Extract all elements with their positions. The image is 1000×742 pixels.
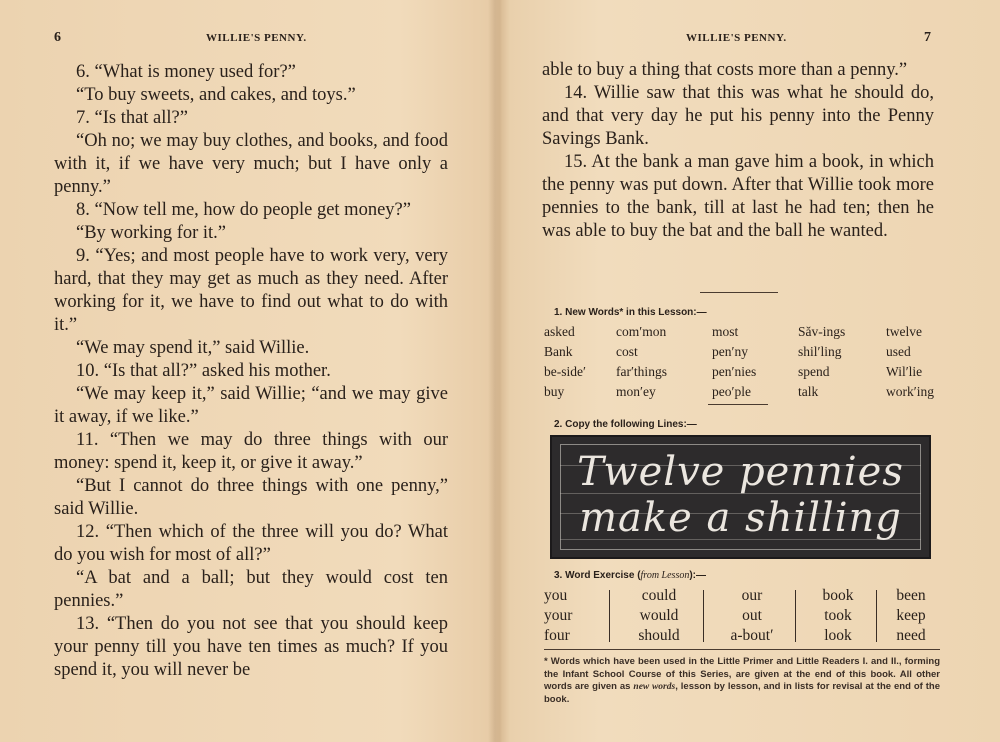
exercise-word: your xyxy=(544,607,573,624)
footnote xyxy=(544,656,940,706)
new-word: far′things xyxy=(616,364,667,379)
exercise-word: been xyxy=(896,587,926,604)
paragraph: “A bat and a ball; but they would cost ten pennies.” xyxy=(54,568,448,611)
new-word: pen′nies xyxy=(712,364,757,379)
exercise-column xyxy=(706,586,798,646)
heading-italic: from Lesson xyxy=(640,570,690,581)
heading-text: 3. Word Exercise ( xyxy=(554,570,641,581)
word-exercise-heading xyxy=(554,570,706,581)
exercise-word: took xyxy=(824,607,852,624)
new-word: be-side′ xyxy=(544,364,586,379)
section-divider xyxy=(708,404,768,405)
paragraph: “We may keep it,” said Willie; “and we may give it away, if we like.” xyxy=(54,384,448,427)
exercise-word: look xyxy=(824,627,852,644)
exercise-column xyxy=(612,586,706,646)
exercise-word: would xyxy=(639,607,679,624)
paragraph: 15. At the bank a man gave him a book, in which the penny was put down. After that Willie took more pennies to the bank, till at last he had ten; then he was able to buy the bat and the ball he wanted. xyxy=(542,152,934,241)
new-word: used xyxy=(886,344,911,359)
paragraph: 6. “What is money used for?” xyxy=(76,62,296,82)
new-word: talk xyxy=(798,384,819,399)
exercise-word: need xyxy=(896,627,926,644)
new-word: cost xyxy=(616,344,638,359)
paragraph: “We may spend it,” said Willie. xyxy=(76,338,310,358)
footnote-text: * Words which have been used in the Little Primer and Little Readers I. and II., forming the Infant School Course of this Series, are given at the end of this book. All other words are given as xyxy=(544,656,940,692)
exercise-word: keep xyxy=(896,607,926,624)
column-divider xyxy=(876,590,877,642)
body-text xyxy=(54,61,448,682)
exercise-column xyxy=(878,586,944,646)
paragraph: 7. “Is that all?” xyxy=(76,108,188,128)
page-number: 6 xyxy=(54,30,61,45)
exercise-word: should xyxy=(638,627,680,644)
paragraph: 14. Willie saw that this was what he should do, and that very day he put his penny into the Penny Savings Bank. xyxy=(542,83,934,149)
body-text xyxy=(542,59,934,243)
exercise-word: could xyxy=(641,587,677,604)
page-number: 7 xyxy=(924,30,931,45)
footnote-italic: new words xyxy=(633,682,676,692)
new-word: work′ing xyxy=(886,384,934,399)
exercise-word: our xyxy=(741,587,763,604)
column-divider xyxy=(795,590,796,642)
new-words-grid xyxy=(544,322,944,401)
running-head: WILLIE'S PENNY. xyxy=(206,32,307,44)
paragraph: 10. “Is that all?” asked his mother. xyxy=(76,361,331,381)
exercise-column xyxy=(798,586,878,646)
new-word: mon′ey xyxy=(616,384,656,399)
paragraph: 8. “Now tell me, how do people get money?” xyxy=(76,200,411,220)
column-divider xyxy=(703,590,704,642)
paragraph: “But I cannot do three things with one penny,” said Willie. xyxy=(54,476,448,519)
exercise-word: a-bout′ xyxy=(730,627,774,644)
paragraph: “To buy sweets, and cakes, and toys.” xyxy=(76,85,356,105)
paragraph: 13. “Then do you not see that you should keep your penny till you have ten times as much? If you spend it, you will never be xyxy=(54,614,448,680)
paragraph: “By working for it.” xyxy=(76,223,227,243)
new-word: buy xyxy=(544,384,565,399)
exercise-column xyxy=(544,586,612,646)
new-word: spend xyxy=(798,364,830,379)
new-word: com′mon xyxy=(616,324,667,339)
word-exercise-table xyxy=(544,586,944,646)
paragraph: “Oh no; we may buy clothes, and books, and food with it, if we have very much; but I have only a penny.” xyxy=(54,131,448,197)
new-words-heading: 1. New Words* in this Lesson:— xyxy=(554,307,707,318)
heading-text: ):— xyxy=(689,570,707,581)
new-word: asked xyxy=(544,324,575,339)
exercise-word: out xyxy=(742,607,762,624)
column-divider xyxy=(609,590,610,642)
new-word: Săv-ings xyxy=(798,324,846,339)
exercise-word: you xyxy=(544,587,568,604)
new-word: peo′ple xyxy=(712,384,751,399)
footnote-text: , lesson by lesson, and in lists for revisal at the end of the book. xyxy=(544,681,940,705)
new-word: Bank xyxy=(544,344,573,359)
right-page xyxy=(500,0,1000,742)
copy-line: Twelve pennies xyxy=(577,449,904,495)
exercise-word: four xyxy=(544,627,570,644)
running-head: WILLIE'S PENNY. xyxy=(686,32,787,44)
paragraph: 12. “Then which of the three will you do? What do you wish for most of all?” xyxy=(54,522,448,565)
copy-lines-heading: 2. Copy the following Lines:— xyxy=(554,419,697,430)
left-page xyxy=(0,0,490,742)
copy-slate xyxy=(550,435,931,559)
new-word: pen′ny xyxy=(712,344,748,359)
paragraph: able to buy a thing that costs more than a penny.” xyxy=(542,60,908,80)
footnote-rule xyxy=(544,649,940,650)
new-word: twelve xyxy=(886,324,922,339)
new-word: shil′ling xyxy=(798,344,842,359)
paragraph: 11. “Then we may do three things with our money: spend it, keep it, or give it away.” xyxy=(54,430,448,473)
new-word: Wil′lie xyxy=(886,364,923,379)
section-divider xyxy=(700,292,778,293)
new-word: most xyxy=(712,324,739,339)
paragraph: 9. “Yes; and most people have to work very, very hard, that they may get as much as they need. After working for it, we have to find out what to do with it.” xyxy=(54,246,448,335)
exercise-word: book xyxy=(822,587,854,604)
copy-line: make a shilling xyxy=(579,495,902,541)
